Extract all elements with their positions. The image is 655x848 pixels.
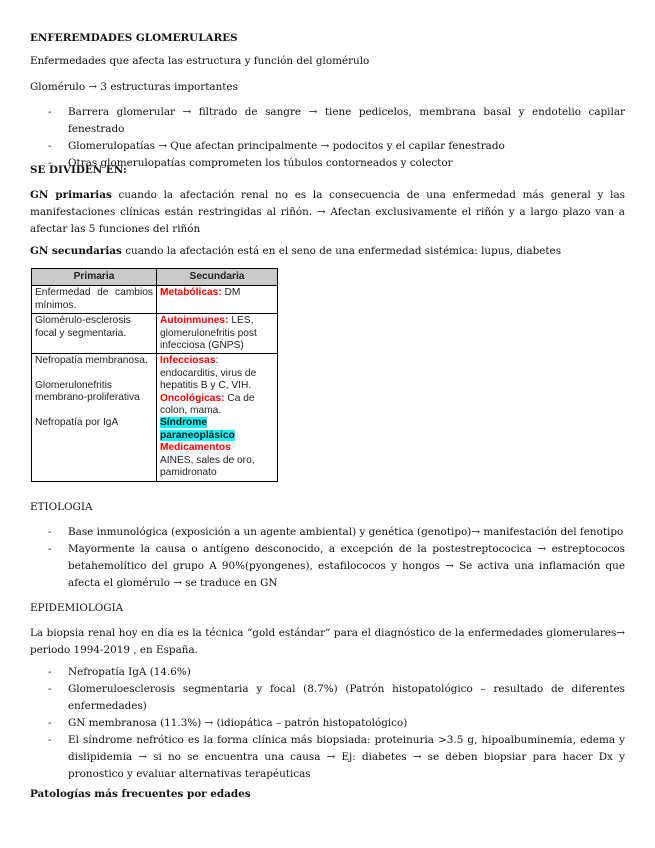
- category-text: Ca de colon, mama.: [160, 392, 255, 417]
- cell-secundaria: [157, 314, 278, 354]
- primaria-item: Nefropatía por IgA: [35, 416, 119, 428]
- category-text: AINES, sales de oro, pamidronato: [160, 454, 255, 479]
- header-primaria: Primaria: [32, 269, 157, 286]
- list-item: - Nefropatía IgA (14.6%): [30, 664, 625, 681]
- cell-primaria: Enfermedad de cambios mínimos.: [32, 286, 157, 314]
- table-row: [32, 286, 278, 314]
- document-title: ENFEREMDADES GLOMERULARES: [30, 32, 238, 44]
- cell-secundaria: Infecciosas: endocarditis, virus de hepatitis B y C, VIH. Oncológicas: Ca de colon, mama. Síndrome paraneoplásico Medicamentos AINES, sales de oro, pamidronato: [157, 354, 278, 481]
- list-item: - Base inmunológica (exposición a un agente ambiental) y genética (genotipo)→ manifestación del fenotipo: [30, 524, 625, 541]
- category-label: Medicamentos: [160, 442, 231, 454]
- header-secundaria: Secundaria: [157, 269, 278, 286]
- primaria-item: Nefropatía membranosa.: [35, 355, 148, 367]
- list-item: - GN membranosa (11.3%) → (idiopática – patrón histopatológico): [30, 715, 625, 732]
- cell-primaria: Glomérulo-esclerosis focal y segmentaria.: [32, 314, 157, 354]
- etiologia-list: [30, 524, 625, 592]
- category-label: Oncológicas:: [160, 392, 225, 404]
- gn-secundarias-term: GN secundarias: [30, 245, 122, 257]
- category-label: Autoinmunes:: [160, 315, 229, 327]
- list-item: - Glomerulopatías → Que afectan principalmente → podocitos y el capilar fenestrado: [30, 138, 625, 155]
- epidemiologia-paragraph: La biopsia renal hoy en día es la técnica “gold estándar” para el diagnóstico de la enfermedades glomerulares→ periodo 1994-2019 , en España.: [30, 627, 625, 656]
- gn-secundarias-text: cuando la afectación está en el seno de una enfermedad sistémica: lupus, diabetes: [121, 245, 562, 257]
- table-header-row: [32, 269, 278, 286]
- list-item: - Glomeruloesclerosis segmentaria y focal (8.7%) (Patrón histopatológico – resultado de diferentes enfermedades): [30, 681, 625, 715]
- list-item: - Barrera glomerular → filtrado de sangre → tiene pedicelos, membrana basal y endotelio capilar fenestrado: [30, 104, 625, 138]
- highlighted-label: Síndrome paraneoplásico: [160, 417, 235, 441]
- cell-secundaria: [157, 286, 278, 314]
- list-item: - Mayormente la causa o antígeno desconocido, a excepción de la postestreptococica → estreptococos betahemolítico del grupo A 90%(pyongenes), estafilococos y hongos → Se activa una inflamación que afecta el glomérulo → se traduce en GN: [30, 541, 625, 592]
- category-text: LES, glomerulonefritis post infecciosa (GNPS): [160, 315, 257, 352]
- section-heading-se-dividen: SE DIVIDEN EN:: [30, 164, 127, 176]
- patologias-heading: Patologías más frecuentes por edades: [30, 788, 251, 800]
- gn-secundarias-paragraph: [30, 243, 625, 260]
- glomerulo-line: Glomérulo → 3 estructuras importantes: [30, 81, 238, 93]
- cell-primaria: [32, 354, 157, 481]
- primaria-item: Glomerulonefritis membrano-proliferativa: [35, 379, 140, 404]
- table-row: [32, 314, 278, 354]
- table-row: [32, 354, 278, 481]
- category-label: Metabólicas:: [160, 287, 222, 299]
- gn-primarias-paragraph: [30, 187, 625, 238]
- category-label: Infecciosas: [160, 355, 216, 367]
- list-item: - El síndrome nefrótico es la forma clínica más biopsiada: proteinuria >3.5 g, hipoalbuminemia, edema y dislipidemia → si no se encuentra una causa → Ej: diabetes → se deben biopsiar para hacer Dx y pronostico y evaluar alternativas terapéuticas: [30, 732, 625, 783]
- gn-classification-table: [31, 268, 278, 482]
- list-item: - Otras glomerulopatías comprometen los túbulos contorneados y colector: [30, 155, 625, 172]
- category-text: endocarditis, virus de hepatitis B y C, VIH.: [160, 367, 257, 392]
- etiologia-heading: ETIOLOGIA: [30, 501, 93, 513]
- intro-text: Enfermedades que afecta las estructura y función del glomérulo: [30, 55, 370, 67]
- epidemiologia-heading: EPIDEMIOLOGIA: [30, 602, 124, 614]
- category-text: DM: [221, 287, 241, 299]
- gn-primarias-term: GN primarias: [30, 189, 112, 201]
- epidemiologia-list: [30, 664, 625, 783]
- gn-primarias-text: cuando la afectación renal no es la consecuencia de una enfermedad más general y las manifestaciones clínicas están restringidas al riñón. → Afectan exclusivamente el riñón y a largo plazo van a afectar las 5 funciones del riñón: [30, 189, 625, 235]
